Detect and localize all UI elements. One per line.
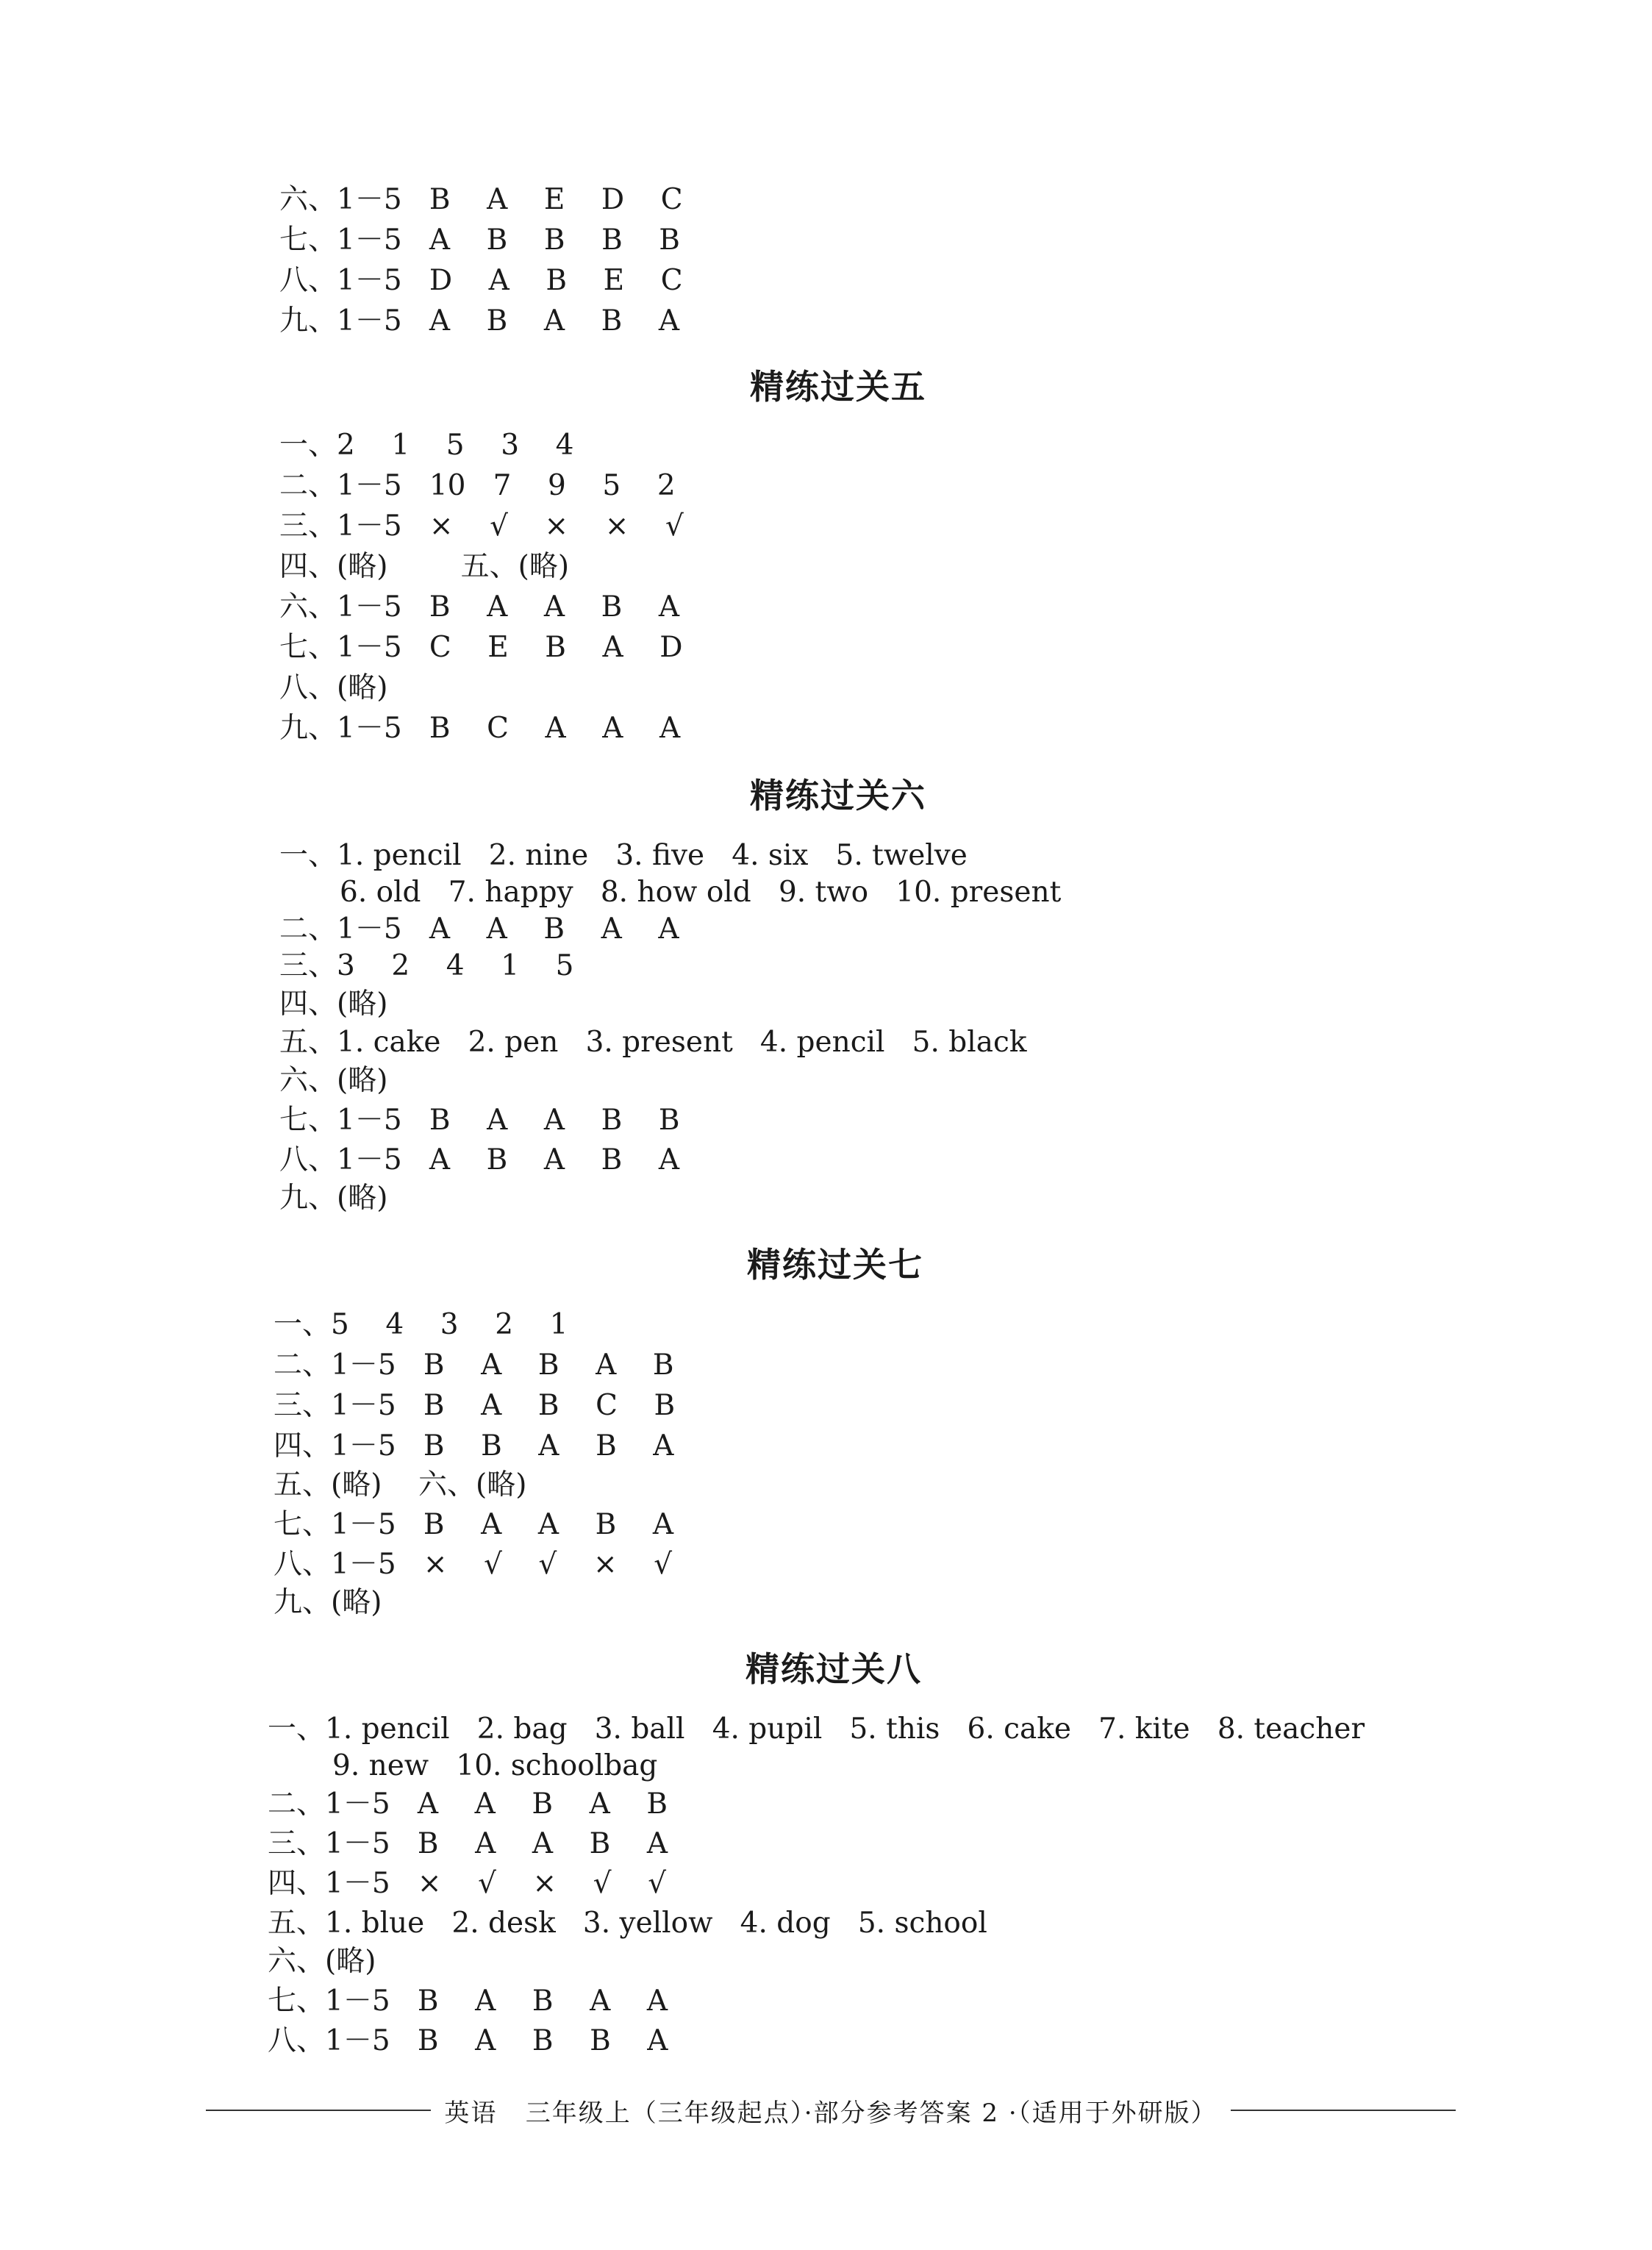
answer-line: 七、1－5 B A A B A: [273, 1508, 673, 1541]
answer-line: 六、1－5 B A E D C: [279, 183, 683, 216]
answer-line: 六、(略): [268, 1945, 376, 1978]
answer-line: 六、(略): [279, 1064, 388, 1097]
footer-text: 英语 三年级上（三年级起点）·部分参考答案 2 ·（适用于外研版）: [444, 2098, 1217, 2128]
answer-line: 三、1－5 B A B C B: [273, 1389, 676, 1422]
answer-line: 6. old 7. happy 8. how old 9. two 10. present: [340, 876, 1062, 909]
answer-line: 二、1－5 10 7 9 5 2: [279, 469, 676, 502]
section-title: 精练过关七: [747, 1245, 923, 1285]
page-footer: [206, 2092, 1456, 2129]
answer-line: 八、1－5 × √ √ × √: [273, 1548, 673, 1581]
answer-line: 四、1－5 B B A B A: [273, 1429, 674, 1462]
answer-line: 八、1－5 B A B B A: [268, 2024, 668, 2057]
answer-line: 八、1－5 D A B E C: [279, 264, 683, 297]
answer-line: 四、(略) 五、(略): [279, 550, 570, 583]
answer-line: 三、1－5 × √ × × √: [279, 510, 684, 543]
section-title: 精练过关六: [750, 776, 926, 815]
answer-line: 八、(略): [279, 671, 388, 704]
answer-line: 五、1. blue 2. desk 3. yellow 4. dog 5. school: [268, 1907, 987, 1940]
answer-line: 二、1－5 A A B A B: [268, 1788, 668, 1821]
footer-rule-right: [1231, 2110, 1456, 2111]
answer-line: 九、1－5 B C A A A: [279, 712, 681, 745]
footer-rule-left: [206, 2110, 431, 2111]
answer-line: 二、1－5 B A B A B: [273, 1349, 674, 1382]
answer-line: 八、1－5 A B A B A: [279, 1143, 679, 1176]
answer-line: 七、1－5 B A A B B: [279, 1104, 680, 1137]
answer-line: 四、(略): [279, 988, 388, 1021]
answer-line: 一、1. pencil 2. bag 3. ball 4. pupil 5. this 6. cake 7. kite 8. teacher: [268, 1713, 1365, 1746]
section-title: 精练过关五: [750, 367, 926, 407]
answer-line: 九、(略): [279, 1182, 388, 1215]
answer-line: 四、1－5 × √ × √ √: [268, 1867, 667, 1900]
answer-line: 三、3 2 4 1 5: [279, 949, 574, 982]
answer-line: 三、1－5 B A A B A: [268, 1827, 668, 1860]
answer-line: 九、(略): [273, 1586, 382, 1619]
answer-line: 七、1－5 A B B B B: [279, 224, 680, 257]
answer-line: 9. new 10. schoolbag: [332, 1749, 658, 1782]
answer-line: 五、1. cake 2. pen 3. present 4. pencil 5. black: [279, 1026, 1027, 1059]
answer-line: 五、(略) 六、(略): [273, 1468, 527, 1501]
answer-line: 一、2 1 5 3 4: [279, 429, 574, 462]
answer-line: 一、5 4 3 2 1: [273, 1308, 568, 1341]
answer-line: 七、1－5 B A B A A: [268, 1985, 668, 2018]
answer-line: 七、1－5 C E B A D: [279, 631, 683, 664]
answer-line: 一、1. pencil 2. nine 3. five 4. six 5. twelve: [279, 839, 968, 872]
answer-line: 九、1－5 A B A B A: [279, 304, 679, 338]
answer-line: 六、1－5 B A A B A: [279, 590, 679, 624]
answer-line: 二、1－5 A A B A A: [279, 913, 679, 946]
section-title: 精练过关八: [745, 1649, 922, 1689]
